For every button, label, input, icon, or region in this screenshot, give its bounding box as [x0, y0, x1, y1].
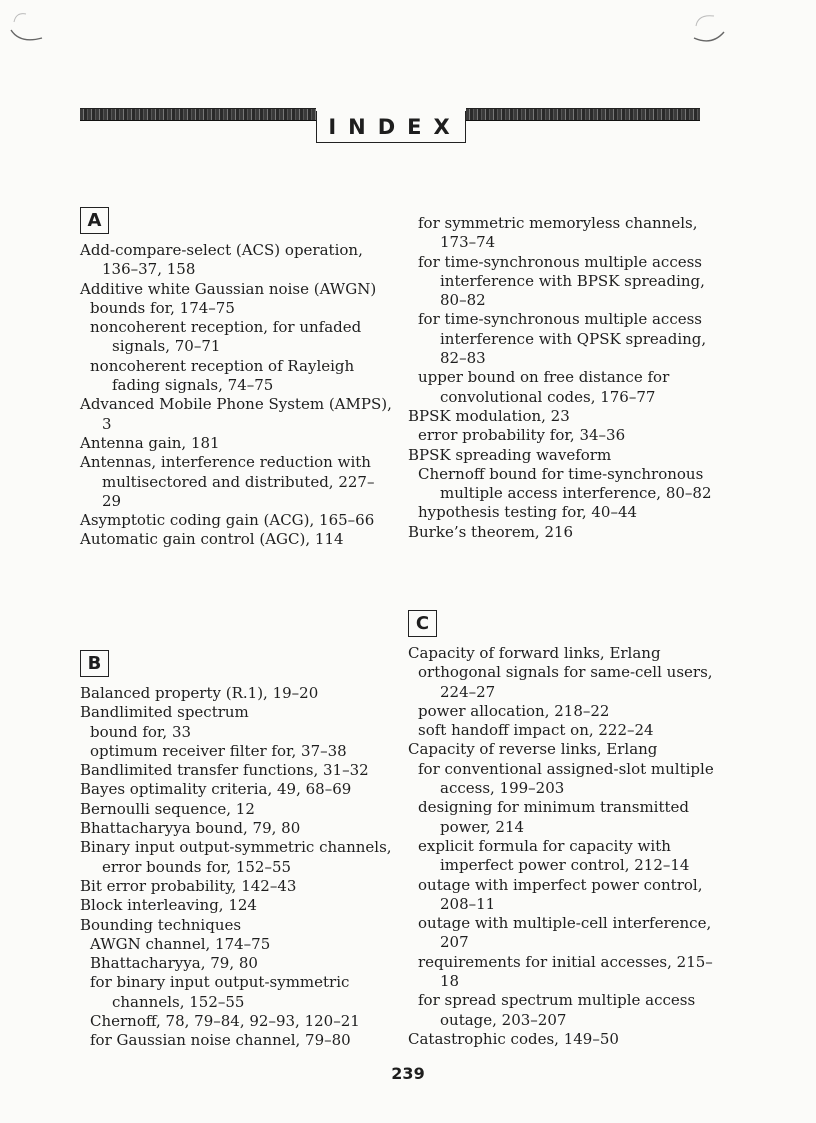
index-entry: Additive white Gaussian noise (AWGN) — [80, 279, 377, 298]
index-entry: Bhattacharyya bound, 79, 80 — [80, 819, 301, 838]
section-c-entries — [408, 644, 720, 1049]
index-entry: Bayes optimality criteria, 49, 68–69 — [80, 780, 352, 799]
header-rule-left — [80, 108, 316, 121]
index-entry: Antennas, interference reduction with multisectored and distributed, 227–29 — [80, 453, 375, 510]
index-subentry: outage with multiple-cell interference, 207 — [418, 914, 712, 952]
index-entry: Capacity of reverse links, Erlang — [408, 740, 658, 759]
index-entry: BPSK spreading waveform — [408, 445, 612, 464]
index-subentry: designing for minimum transmitted power, 214 — [418, 798, 689, 836]
index-subentry: power allocation, 218–22 — [418, 701, 610, 720]
index-subentry: optimum receiver filter for, 37–38 — [90, 741, 347, 760]
index-subentry: soft handoff impact on, 222–24 — [418, 721, 654, 740]
index-subentry: requirements for initial accesses, 215–18 — [418, 952, 713, 991]
section-a-entries — [80, 241, 392, 550]
index-subentry: Chernoff bound for time-synchronous multiple access interference, 80–82 — [418, 464, 712, 503]
index-subentry: explicit formula for capacity with imperfect power control, 212–14 — [418, 836, 690, 875]
index-subentry: outage with imperfect power control, 208–11 — [418, 875, 703, 913]
index-entry: Bandlimited transfer functions, 31–32 — [80, 761, 369, 780]
index-entry: Binary input output-symmetric channels, error bounds for, 152–55 — [80, 838, 392, 876]
header-rule-right — [466, 108, 700, 121]
index-entry: Bit error probability, 142–43 — [80, 876, 297, 895]
index-entry: Burke’s theorem, 216 — [408, 522, 574, 541]
index-entry: Bandlimited spectrum — [80, 703, 249, 722]
page-number: 239 — [391, 1064, 425, 1083]
binding-hole-right-mark — [688, 8, 728, 44]
index-subentry: noncoherent reception of Rayleigh fading signals, 74–75 — [90, 356, 355, 395]
section-letter-b: B — [80, 650, 109, 677]
index-subentry: bound for, 33 — [90, 722, 192, 741]
index-entry: BPSK modulation, 23 — [408, 406, 570, 425]
index-entry: Add-compare-select (ACS) operation, 136–37, 158 — [80, 241, 363, 279]
index-entry: Block interleaving, 124 — [80, 896, 257, 915]
index-entry: Balanced property (R.1), 19–20 — [80, 684, 319, 702]
section-letter-c: C — [408, 610, 437, 637]
index-subentry: error probability for, 34–36 — [418, 426, 626, 445]
index-subentry: for symmetric memoryless channels, 173–74 — [418, 214, 698, 252]
index-subentry: Bhattacharyya, 79, 80 — [90, 954, 258, 973]
index-section-a — [80, 207, 392, 550]
index-entry: Catastrophic codes, 149–50 — [408, 1029, 619, 1048]
index-subentry: orthogonal signals for same-cell users, 224–27 — [418, 663, 713, 701]
index-subentry: Chernoff, 78, 79–84, 92–93, 120–21 — [90, 1012, 360, 1031]
binding-hole-left-mark — [8, 8, 48, 44]
section-letter-a: A — [80, 207, 109, 234]
index-subentry: upper bound on free distance for convolutional codes, 176–77 — [418, 368, 670, 406]
index-subentry: for binary input output-symmetric channels, 152–55 — [90, 973, 350, 1011]
index-section-b — [80, 650, 392, 1051]
index-entry: Bounding techniques — [80, 915, 242, 934]
index-entry: Capacity of forward links, Erlang — [408, 644, 661, 662]
index-subentry: for Gaussian noise channel, 79–80 — [90, 1031, 351, 1050]
index-subentry: for time-synchronous multiple access interference with QPSK spreading, 82–83 — [418, 310, 707, 368]
index-subentry: for spread spectrum multiple access outage, 203–207 — [418, 991, 696, 1029]
index-subentry: AWGN channel, 174–75 — [90, 934, 271, 953]
index-subentry: noncoherent reception, for unfaded signals, 70–71 — [90, 318, 362, 356]
index-subentry: for time-synchronous multiple access interference with BPSK spreading, 80–82 — [418, 252, 705, 310]
index-subentry: hypothesis testing for, 40–44 — [418, 503, 638, 522]
index-section-c — [408, 610, 720, 1049]
index-entry: Asymptotic coding gain (ACG), 165–66 — [80, 511, 375, 530]
index-entry: Antenna gain, 181 — [80, 433, 220, 452]
index-entry: Bernoulli sequence, 12 — [80, 799, 255, 818]
index-section-b-continued — [408, 214, 720, 542]
index-subentry: bounds for, 174–75 — [90, 298, 235, 317]
index-entry: Advanced Mobile Phone System (AMPS), 3 — [80, 395, 392, 433]
index-entry: Automatic gain control (AGC), 114 — [80, 530, 344, 549]
section-b-entries — [80, 684, 392, 1051]
page-title: INDEX — [316, 111, 466, 143]
index-subentry: for conventional assigned-slot multiple access, 199–203 — [418, 759, 714, 798]
